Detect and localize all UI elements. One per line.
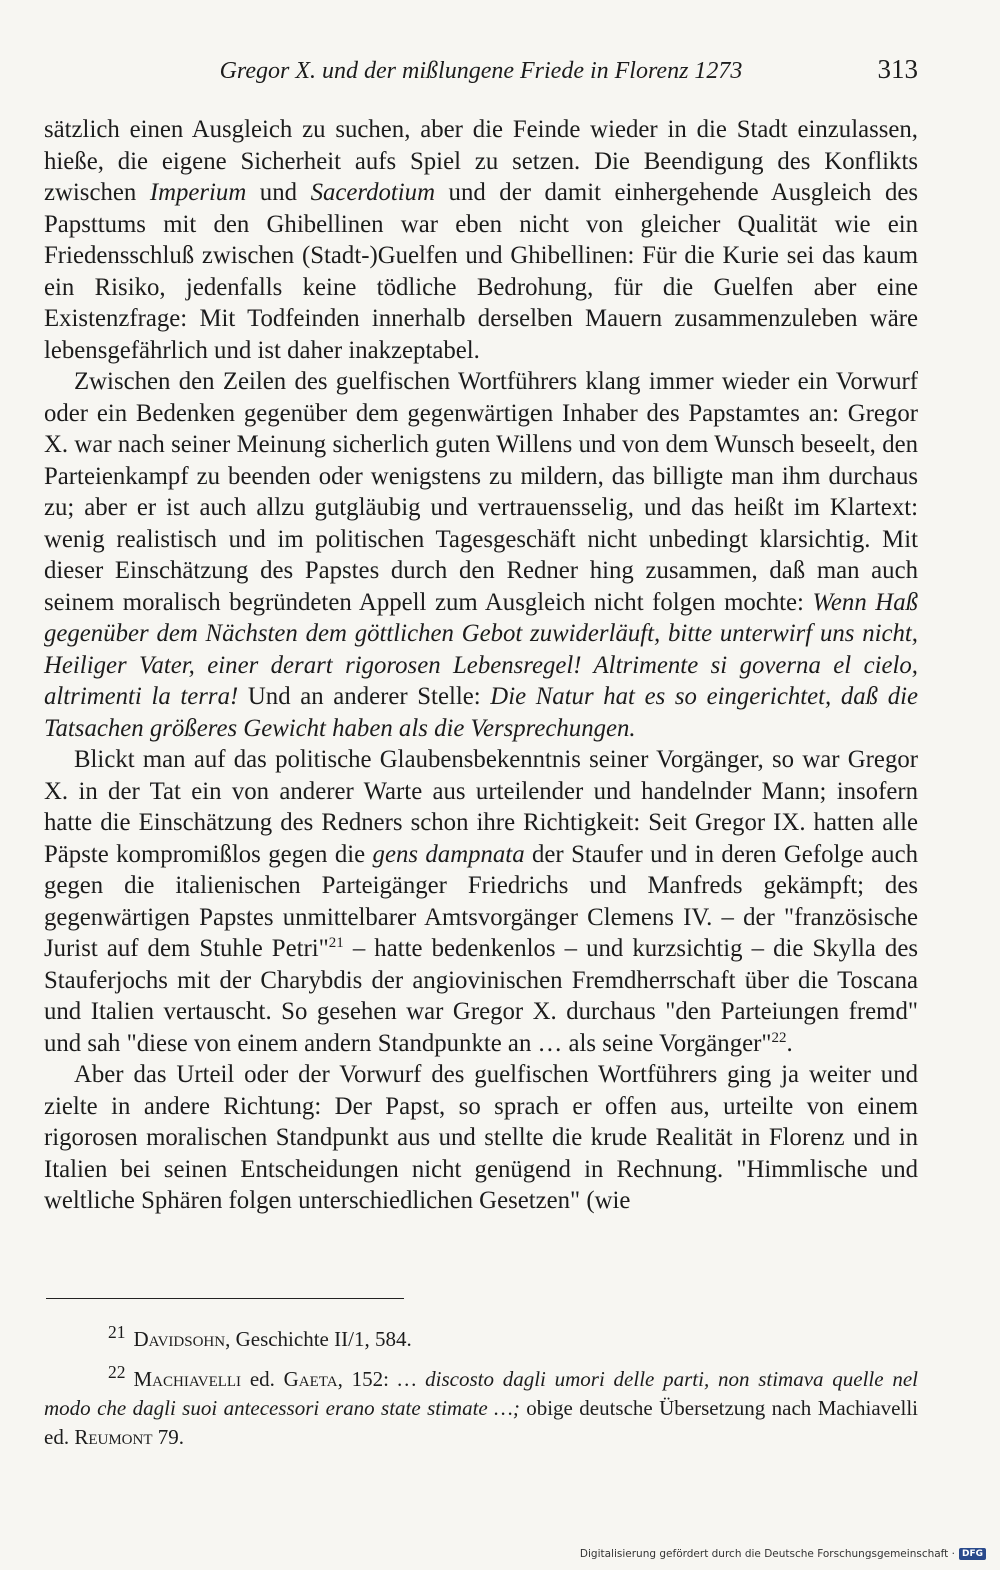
page-number: 313 — [877, 54, 918, 84]
paragraph-text: Zwischen den Zeilen des guelfischen Wortführers klang immer wieder ein Vorwurf oder ein Bedenken gegenüber dem gegenwärtigen Inhaber des Papstamtes an: Gregor X. war nach seiner Meinung sicherlich guten Willens und von dem Wunsch beseelt, den Parteienkampf zu beenden oder wenigstens zu mildern, das billigte man ihm durchaus zu; aber er ist auch allzu gutgläubig und vertrauensselig, und das heißt im Klartext: wenig realistisch und im politischen Tagesgeschäft nicht unbedingt klarsichtig. Mit dieser Einschätzung des Papstes durch den Redner hing zusammen, daß man auch seinem moralisch begründeten Appell zum Ausgleich nicht folgen mochte: — [44, 368, 918, 616]
author-name: Davidsohn — [133, 1327, 226, 1351]
footnotes — [44, 1318, 918, 1452]
page-header — [44, 54, 918, 94]
paragraph-text: und der damit einhergehende Ausgleich des Papsttums mit den Ghibellinen war eben nicht von gleicher Qualität wie ein Friedensschluß zwischen (Stadt-)Guelfen und Ghibellinen: Für die Kurie sei das kaum ein Risiko, jedenfalls keine tödliche Bedrohung, für die Guelfen aber eine Existenzfrage: Mit Todfeinden innerhalb derselben Mauern zusammenzuleben wäre lebensgefährlich und ist daher inakzeptabel. — [44, 179, 919, 364]
footnote-text: ed. — [241, 1367, 284, 1391]
footnote-ref-21[interactable]: 21 — [328, 935, 344, 951]
author-name: Machiavelli — [133, 1367, 242, 1391]
italic-quote: … discosto dagli umori delle parti, non stimava quelle nel modo che dagli suoi antecessori erano state stimate …; — [44, 1367, 918, 1420]
footnote-text: , Geschichte II/1, 584. — [225, 1327, 412, 1351]
footnote-text: obige deutsche Übersetzung nach Machiavelli ed. — [44, 1396, 918, 1449]
italic-term: Sacerdotium — [310, 179, 435, 206]
digitization-text: Digitalisierung gefördert durch die Deutsche Forschungsgemeinschaft · — [579, 1548, 955, 1560]
author-name: Reumont — [74, 1425, 153, 1449]
author-name: Gaeta — [283, 1367, 338, 1391]
footnote-22 — [44, 1358, 918, 1452]
digitization-credit — [580, 1548, 986, 1560]
italic-term: gens dampnata — [372, 840, 525, 868]
paragraph-3 — [44, 744, 918, 1059]
paragraph-text: sätzlich einen Ausgleich zu suchen, aber die Feinde wieder in die Stadt einzulassen, hieße, die eigene Sicherheit aufs Spiel zu setzen. Die Beendigung des Konflikts zwischen — [44, 116, 918, 206]
paragraph-1 — [44, 114, 918, 366]
paragraph-text: und — [246, 179, 311, 206]
paragraph-2 — [44, 366, 918, 744]
paragraph-text: der Staufer und in deren Gefolge auch gegen die italienischen Parteigänger Friedrichs und Manfreds gekämpft; des gegenwärtigen Papstes unmittelbarer Amtsvorgänger Clemens IV. – der "französische Jurist auf dem Stuhle Petri" — [44, 840, 918, 962]
footnote-21 — [44, 1318, 918, 1354]
paragraph-4 — [44, 1059, 918, 1217]
paragraph-text: – hatte bedenkenlos – und kurzsichtig – die Skylla des Stauferjochs mit der Charybdis der angiovinischen Fremdherrschaft über die Toscana und Italien vertauscht. So gesehen war Gregor X. durchaus "den Parteiungen fremd" und sah "diese von einem andern Standpunkte an … als seine Vorgänger" — [44, 935, 918, 1057]
paragraph-text: Aber das Urteil oder der Vorwurf des guelfischen Wortführers ging ja weiter und zielte in andere Richtung: Der Papst, so sprach er offen aus, urteilte von einem rigorosen moralischen Standpunkt aus und stellte die krude Realität in Florenz und in Italien bei seinen Entscheidungen nicht genügend in Rechnung. "Himmlische und weltliche Sphären folgen unterschiedlichen Gesetzen" (wie — [44, 1061, 918, 1214]
footnote-number: 21 — [108, 1322, 126, 1342]
italic-term: Imperium — [149, 179, 247, 206]
dfg-logo-icon: DFG — [959, 1548, 986, 1560]
running-head: Gregor X. und der mißlungene Friede in Florenz 1273 — [219, 58, 743, 84]
paragraph-text: Blickt man auf das politische Glaubensbekenntnis seiner Vorgänger, so war Gregor X. in der Tat ein von anderer Warte aus urteilender und handelnder Mann; insofern hatte die Einschätzung des Redners schon ihre Richtigkeit: Seit Gregor IX. hatten alle Päpste kompromißlos gegen die — [44, 746, 918, 868]
footnote-text: , 152: — [337, 1367, 398, 1391]
footnote-ref-22[interactable]: 22 — [771, 1029, 787, 1046]
body-text — [44, 114, 918, 1217]
footnote-divider — [46, 1298, 404, 1299]
footnote-number: 22 — [108, 1362, 126, 1382]
italic-quote: Wenn Haß gegenüber dem Nächsten dem göttlichen Gebot zuwiderläuft, bitte unterwirf uns nicht, Heiliger Vater, einer derart rigorosen Lebensregel! Altrimente si governa el cielo, altrimenti la terra! — [44, 588, 918, 710]
paragraph-text: Und an anderer Stelle: — [238, 683, 491, 710]
paragraph-text: . — [786, 1029, 793, 1057]
italic-quote: Die Natur hat es so eingerichtet, daß die Tatsachen größeres Gewicht haben als die Versprechungen. — [44, 683, 918, 742]
footnote-text: 79. — [152, 1425, 184, 1449]
